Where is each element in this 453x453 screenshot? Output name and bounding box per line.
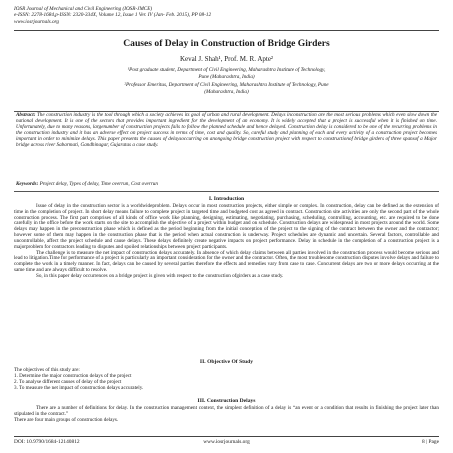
keywords <box>16 181 437 187</box>
objectives-intro: The objectives of this study are: <box>14 367 80 373</box>
affiliation-1-line-2: Pune (Maharashtra, India) <box>198 73 255 80</box>
objective-item-1: 1. Determine the major construction delays of the project <box>14 373 132 379</box>
abstract-text: The construction industry is the tool through which a society achieves its goal of urban and rural development. Delays inconstruction are the most serious problems which even slow down the national development. It is one of the sectors that provides important ingredient for the development of an economy. It is widely accepted that a project is successful when it is finished on time. Unfortunately, due to many reasons, largenumber of construction projects fails to follow the planned schedule and hence delayed. Construction delay is considered to be one of the recurring problems in the construction industry and it has an adverse effect on project success in terms of time, cost and quality. So, careful study and planning of each and every activity of a construction project becomes important in order to minimize delays. This paper presents the causes of delaysoccurring on anongoing bridge construction project with respect to constructionof bridge girders of three spansof a Major bridge across river Sabarmati, Gandhinagar, Gujaratas a case study. <box>16 112 437 148</box>
objective-item-2: 2. To analyse different causes of delay of the project <box>14 379 122 385</box>
affiliation-2-line-1: ²Professor Emeritus, Department of Civil Engineering, Maharashtra Institute of Technology, Pune <box>124 82 329 88</box>
keywords-text: Project delay, Types of delay, Time overrun, Cost overrun <box>39 181 158 187</box>
introduction-body <box>14 204 439 280</box>
construction-delays-paragraph-1: There are a number of definitions for delay. In the construction management context, the simplest definition of a delay is “an event or a condition that results in finishing the project later than stipulated in the contract.” <box>14 405 439 417</box>
section-heading-construction-delays: III. Construction Delays <box>197 398 256 404</box>
header-divider <box>14 30 439 31</box>
footer-doi: DOI: 10.9790/1684-12140812 <box>14 439 80 445</box>
footer-website: www.iosrjournals.org <box>203 439 250 445</box>
abstract <box>16 113 437 149</box>
journal-website: www.iosrjournals.org <box>14 18 59 25</box>
construction-delays-paragraph-2: There are four main groups of construction delays. <box>14 416 119 423</box>
footer-page-number: 8 | Page <box>422 439 439 445</box>
keywords-label: Keywords: <box>16 181 39 187</box>
section-heading-objective: II. Objective Of Study <box>199 359 254 365</box>
journal-issn: e-ISSN: 2278-1684,p-ISSN: 2320-334X, Volume 12, Issue 1 Ver. IV (Jan- Feb. 2015), PP 08-12 <box>14 12 212 19</box>
section-heading-introduction: I. Introduction <box>208 196 245 202</box>
introduction-paragraph-3: So, in this paper delay occurrences on a bridge project is given with respect to the construction ofgirders as a case study. <box>36 272 284 279</box>
paper-authors: Keval J. Shah¹, Prof. M. R. Apte² <box>179 55 274 63</box>
footer-divider <box>14 436 439 437</box>
abstract-label: Abstract: <box>16 112 36 118</box>
journal-header <box>14 6 444 25</box>
construction-delays-body <box>14 406 439 423</box>
introduction-paragraph-1: Issue of delay in the construction sector is a worldwideproblem. Delays occur in most construction projects, either simple or complex. In construction, delay can be defined as the extension of time in the completion of project. In short delay means failure to complete project in targeted time and budgeted cost as agreed in contract. Construction site activities are only the second part of the whole construction process. The first part comprises of all kinds of office work like planning, designing, estimating, negotiating, purchasing, scheduling, controlling, accounting, etc. are required to be done carefully in the office before the work starts on the site to accomplish the objective of a project within budget and on schedule. Construction delays are widespread in most projects around the world. Some delays may happen in the preconstruction phase which is defined as the period beginning from the initial conception of the project to the signing of the contract between the owner and the contractor; however some of them may happen in the construction phase that is the period when actual construction is underway. Project schedules are dynamic and uncertain. Several factors, controllable and uncontrollable, affect the project schedule and cause delays. These delays definitely create negative impacts on project performance. Delay in schedule in the completion of a construction project is a majorproblem for contractors leading to disputes and spoiled relationships between project participants. <box>14 203 439 250</box>
objective-item-3: 3. To measure the net impact of construction delays accurately. <box>14 385 144 391</box>
paper-title: Causes of Delay in Construction of Bridge Girders <box>123 38 330 49</box>
affiliation-2-line-2: (Maharashtra, India) <box>204 88 249 95</box>
journal-name: IOSR Journal of Mechanical and Civil Engineering (IOSR-JMCE) <box>14 6 153 12</box>
introduction-paragraph-2: The challenge is to measure the net impact of construction delays accurately. In absence of which delay claims between all parties involved in the construction process would become serious and lead to litigation.Time for performance of a project is particularly an important consideration for the owner and the contractor. Often, the most troublesome construction disputes involve delays and failure to complete the work in a timely manner. In fact, delays can be caused by several parties therefore the effects and remedies vary from case to case. Concurrent delays are two or more delays occurring at the same time and are always difficult to resolve. <box>14 249 439 273</box>
affiliation-1-line-1: ¹Post graduate student, Department of Civil Engineering, Maharashtra Institute of Technology, <box>127 67 326 73</box>
